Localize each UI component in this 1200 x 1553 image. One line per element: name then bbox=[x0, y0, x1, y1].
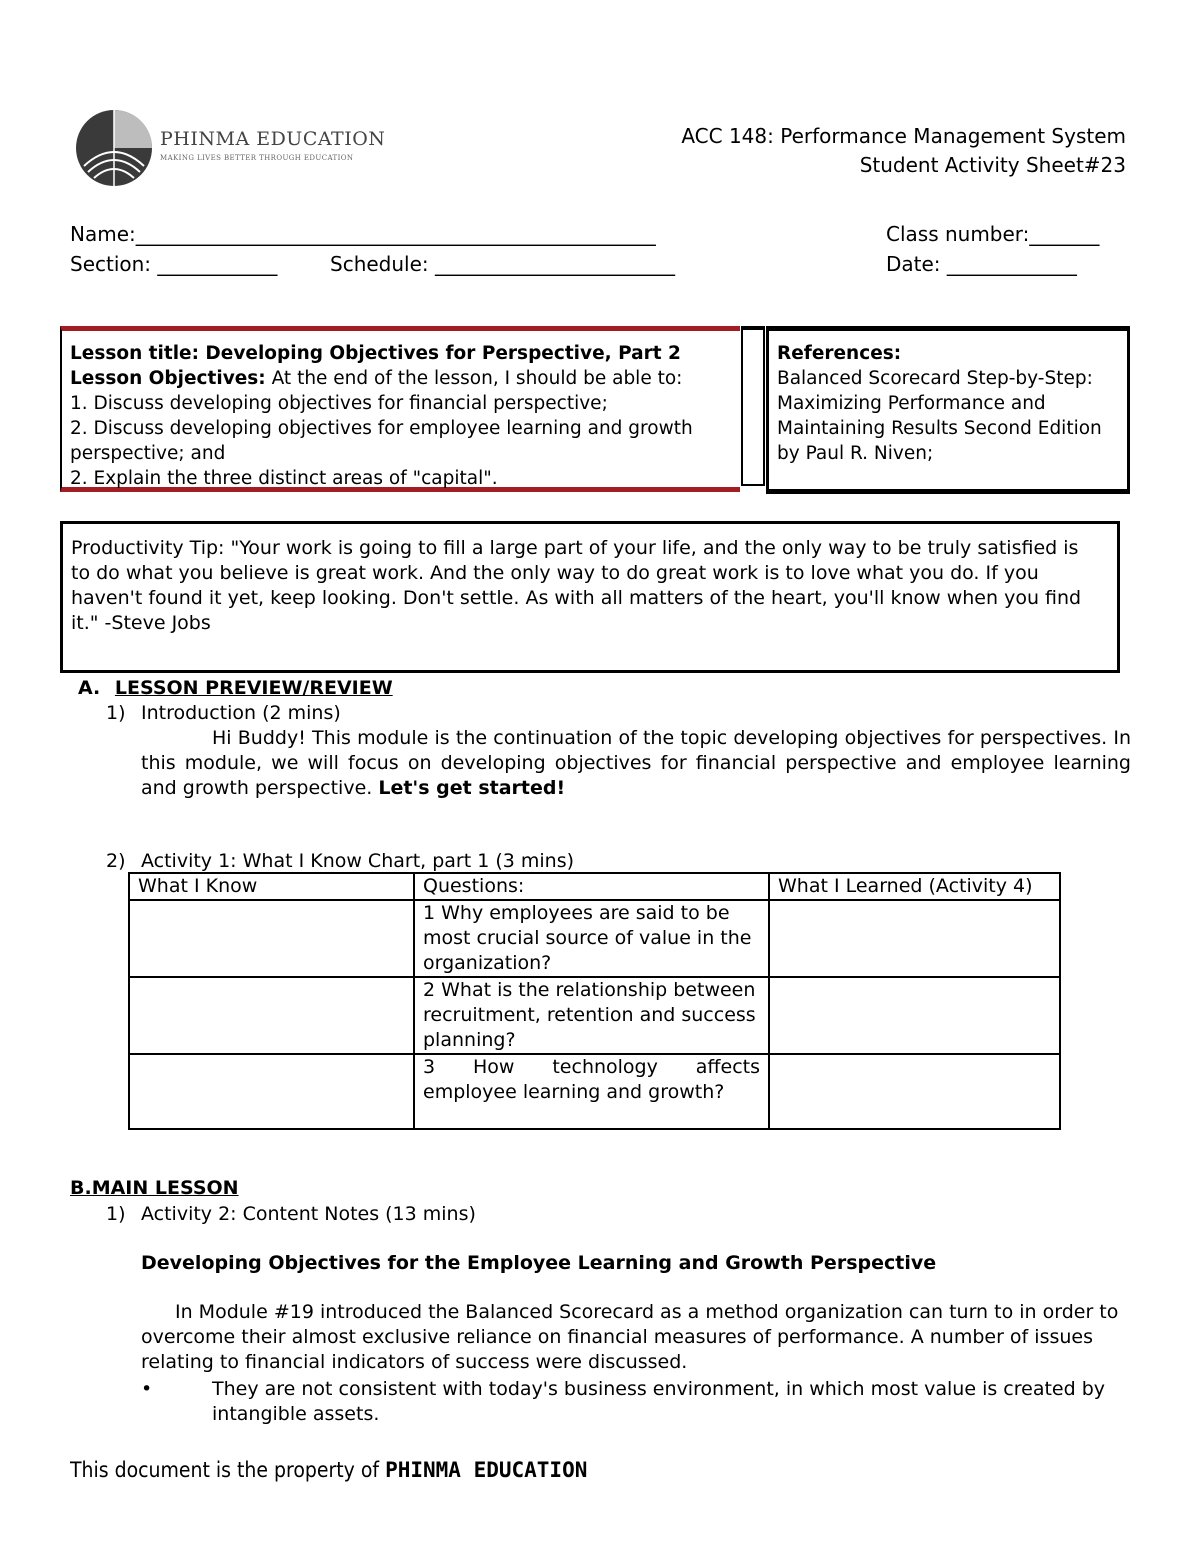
course-title: ACC 148: Performance Management System bbox=[681, 124, 1126, 148]
what-i-know-table bbox=[128, 872, 1061, 1130]
objectives-intro-text: At the end of the lesson, I should be able to: bbox=[265, 368, 683, 389]
course-header bbox=[681, 122, 1126, 180]
lesson-box bbox=[60, 326, 740, 492]
logo-name: PHINMA EDUCATION bbox=[160, 128, 386, 150]
know-cell-2[interactable] bbox=[129, 977, 414, 1054]
question-cell-2: 2 What is the relationship between recruitment, retention and success planning? bbox=[414, 977, 769, 1054]
section-a-letter: A. bbox=[78, 677, 101, 699]
section-b-heading: B.MAIN LESSON bbox=[70, 1177, 239, 1199]
b-item-1-num: 1) bbox=[106, 1203, 126, 1225]
learned-cell-1[interactable] bbox=[769, 900, 1060, 977]
learned-cell-2[interactable] bbox=[769, 977, 1060, 1054]
footer bbox=[70, 1458, 587, 1482]
question-cell-1: 1 Why employees are said to be most crucial source of value in the organization? bbox=[414, 900, 769, 977]
objective-1: 1. Discuss developing objectives for financial perspective; bbox=[70, 393, 608, 414]
item-1-title: Introduction (2 mins) bbox=[141, 702, 341, 724]
class-number-field[interactable]: Class number:_______ bbox=[886, 222, 1100, 246]
table-row bbox=[129, 977, 1060, 1054]
logo-emblem-icon bbox=[74, 108, 164, 188]
objective-2: 2. Discuss developing objectives for employee learning and growth perspective; and bbox=[70, 418, 693, 464]
productivity-tip-text: Productivity Tip: "Your work is going to fill a large part of your life, and the only way to be truly satisfied is to do what you believe is great work. And the only way to do great work is to love what you do. If you haven't found it yet, keep looking. Don't settle. As with all matters of the heart, you'll know when you find it." -Steve Jobs bbox=[71, 537, 1082, 634]
main-subheading: Developing Objectives for the Employee Learning and Growth Perspective bbox=[141, 1252, 937, 1274]
date-field[interactable]: Date: _____________ bbox=[886, 252, 1077, 276]
main-paragraph: In Module #19 introduced the Balanced Scorecard as a method organization can turn to in order to overcome their almost exclusive reliance on financial measures of performance. A number of issues relating to financial indicators of success were discussed. bbox=[141, 1301, 1119, 1373]
question-cell-3: 3 How technology affects employee learning and growth? bbox=[414, 1054, 769, 1129]
intro-paragraph bbox=[141, 726, 1131, 801]
intro-bold: Let's get started! bbox=[378, 777, 566, 799]
header-what-i-know: What I Know bbox=[129, 873, 414, 900]
name-field[interactable]: Name:____________________________________________________ bbox=[70, 222, 656, 246]
box-divider bbox=[741, 326, 765, 486]
references-text: Balanced Scorecard Step-by-Step: Maximizing Performance and Maintaining Results Second Edition by Paul R. Niven; bbox=[777, 368, 1102, 464]
table-header-row bbox=[129, 873, 1060, 900]
item-1-num: 1) bbox=[106, 702, 126, 724]
item-2-title: Activity 1: What I Know Chart, part 1 (3 mins) bbox=[141, 850, 575, 872]
references-box bbox=[766, 326, 1130, 494]
references-label: References: bbox=[777, 343, 902, 364]
bullet-text: They are not consistent with today's business environment, in which most value is created by intangible assets. bbox=[212, 1378, 1106, 1425]
objectives-label: Lesson Objectives: bbox=[70, 368, 266, 389]
section-field[interactable]: Section: ____________ bbox=[70, 252, 278, 276]
table-row bbox=[129, 1054, 1060, 1129]
item-2-num: 2) bbox=[106, 850, 126, 872]
footer-bold: PHINMA EDUCATION bbox=[385, 1458, 588, 1482]
lesson-objectives-intro bbox=[70, 366, 730, 391]
schedule-field[interactable]: Schedule: ________________________ bbox=[330, 252, 675, 276]
header-questions: Questions: bbox=[414, 873, 769, 900]
sheet-number: Student Activity Sheet#23 bbox=[859, 153, 1126, 177]
intro-text: Hi Buddy! This module is the continuation of the topic developing objectives for perspectives. In this module, we will focus on developing objectives for financial perspective and employee learning and growth perspective. bbox=[141, 727, 1131, 799]
learned-cell-3[interactable] bbox=[769, 1054, 1060, 1129]
objective-3: 2. Explain the three distinct areas of "capital". bbox=[70, 468, 498, 489]
logo-tagline: MAKING LIVES BETTER THROUGH EDUCATION bbox=[160, 154, 354, 162]
header-what-i-learned: What I Learned (Activity 4) bbox=[769, 873, 1060, 900]
lesson-title: Lesson title: Developing Objectives for Perspective, Part 2 bbox=[70, 343, 681, 364]
table-row bbox=[129, 900, 1060, 977]
section-a-title: LESSON PREVIEW/REVIEW bbox=[114, 677, 393, 699]
footer-text: This document is the property of bbox=[70, 1458, 386, 1482]
know-cell-3[interactable] bbox=[129, 1054, 414, 1129]
section-a-heading bbox=[78, 676, 393, 701]
bullet-icon: • bbox=[141, 1378, 153, 1400]
productivity-tip-box bbox=[60, 521, 1120, 673]
b-item-1-title: Activity 2: Content Notes (13 mins) bbox=[141, 1203, 476, 1225]
know-cell-1[interactable] bbox=[129, 900, 414, 977]
